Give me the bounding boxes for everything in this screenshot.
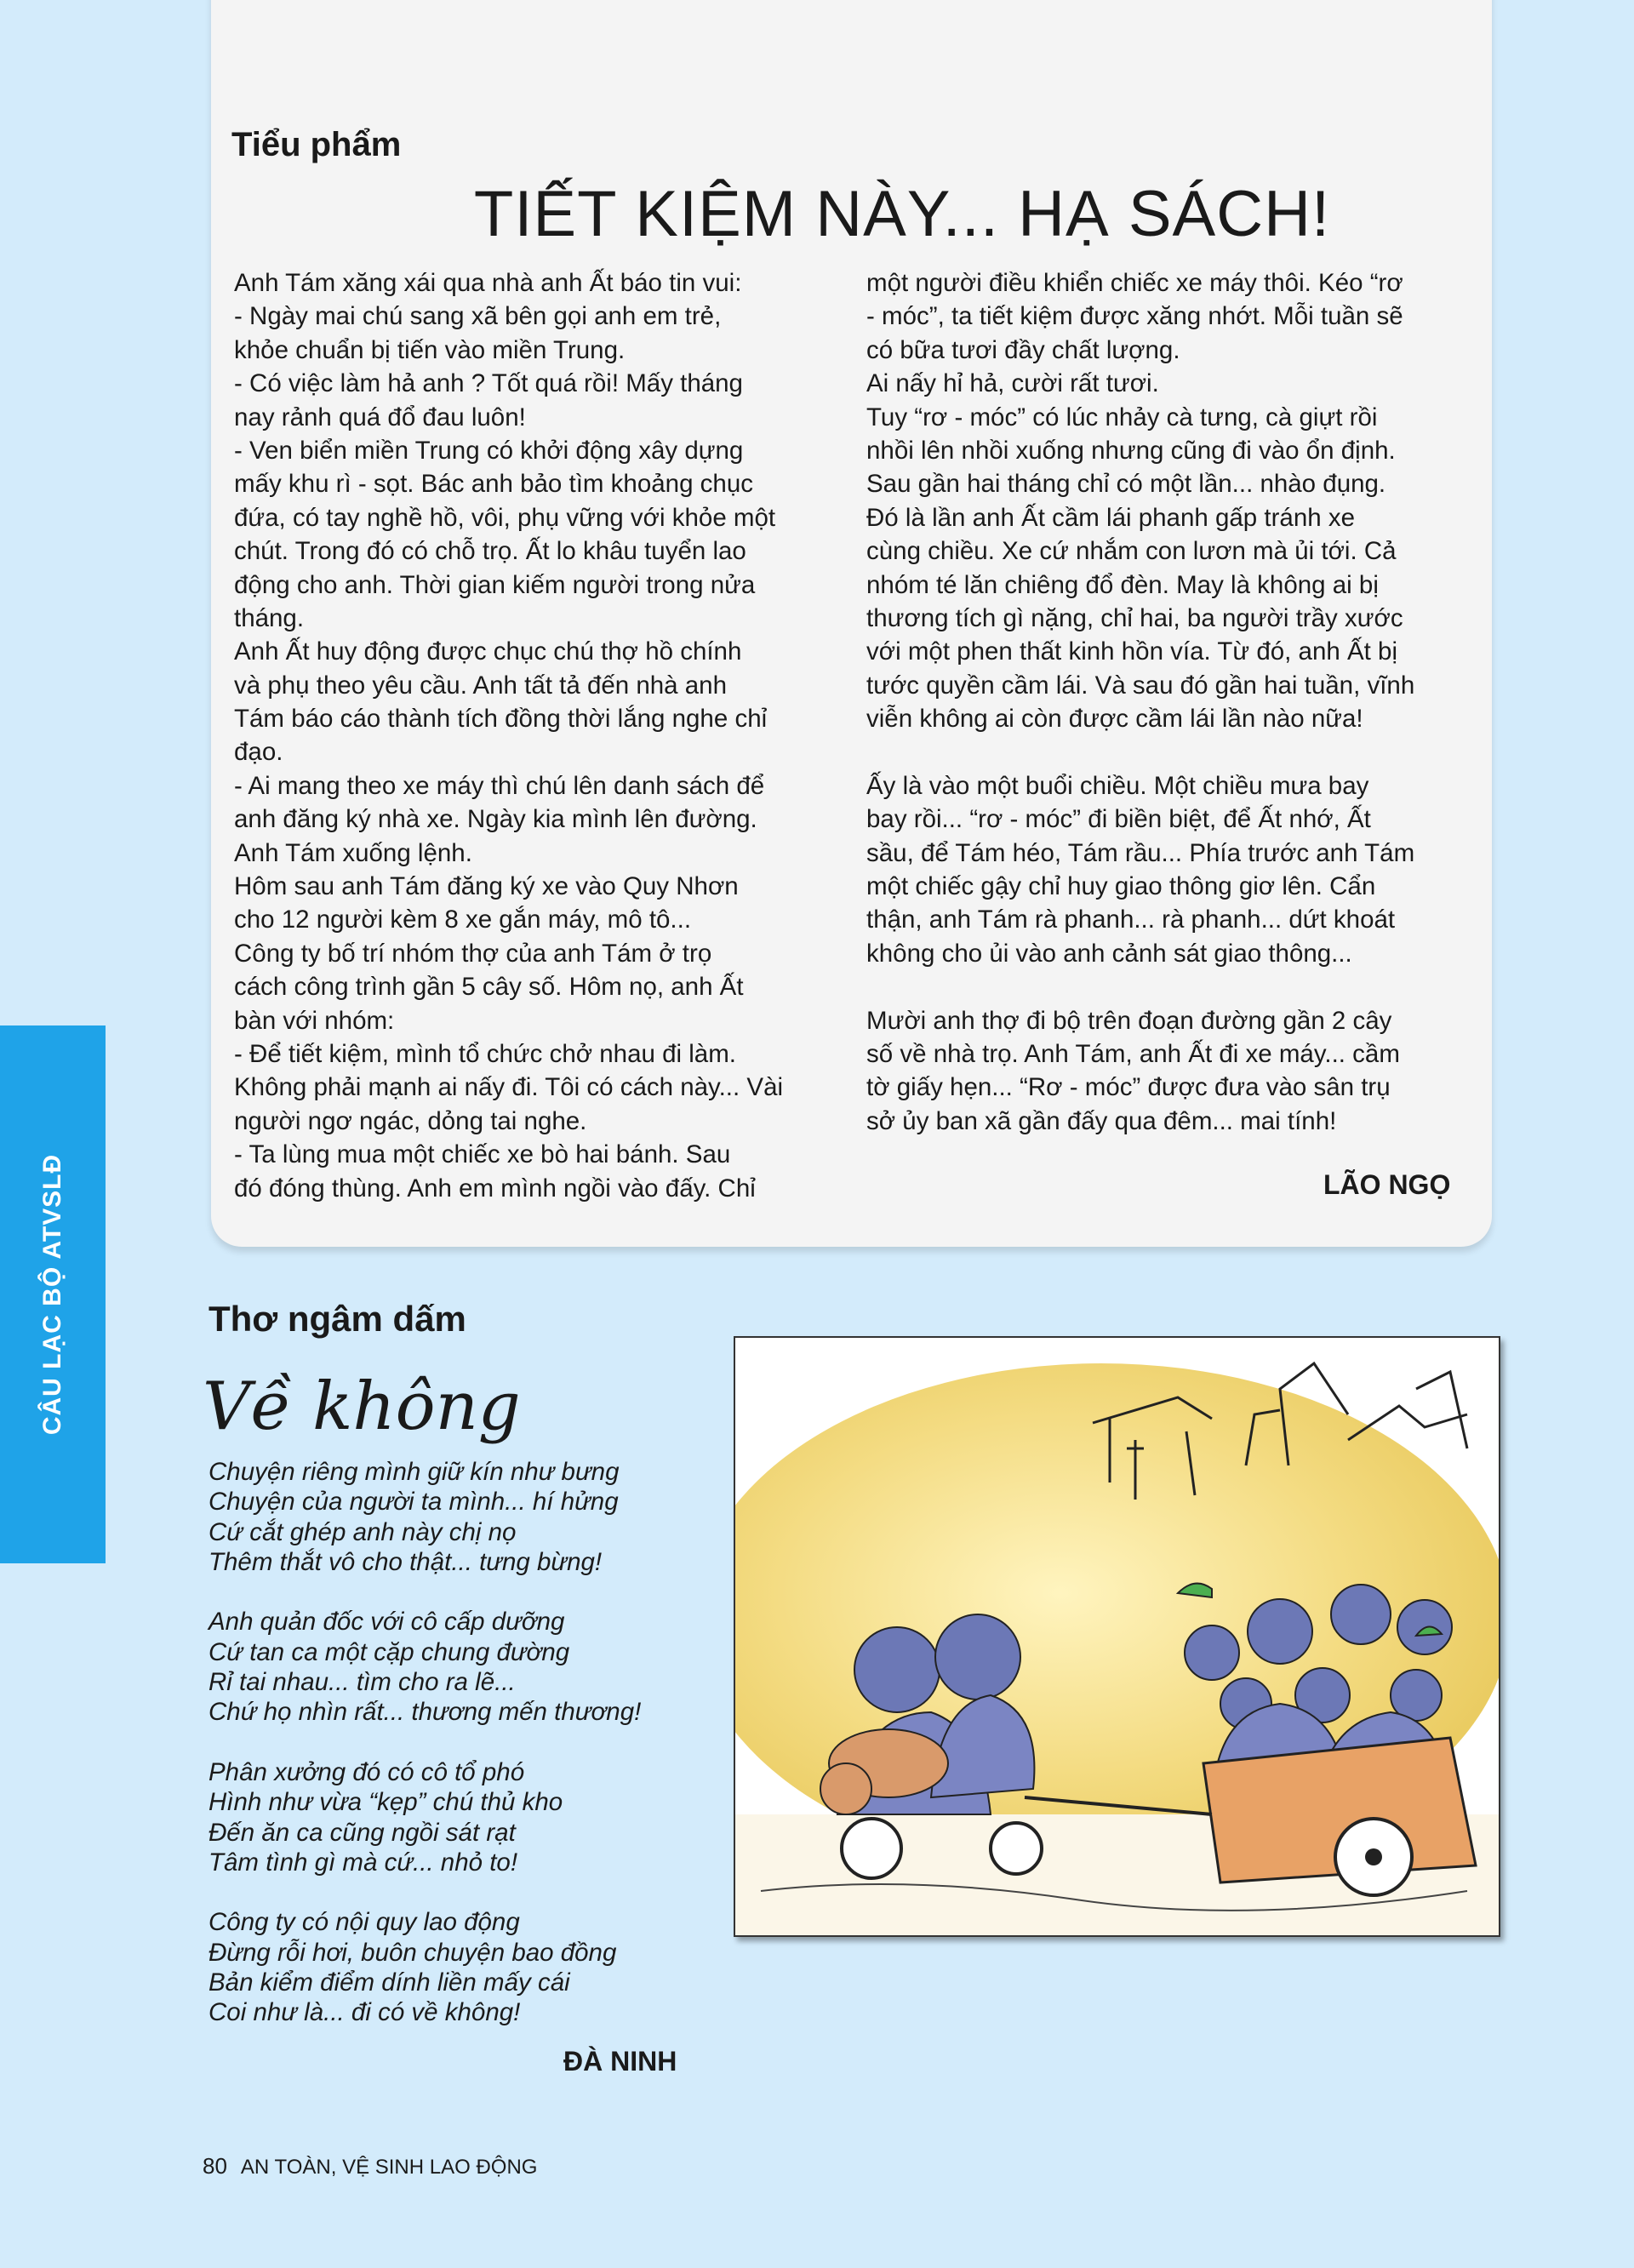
stanza-gap bbox=[209, 1728, 641, 1757]
poem-title: Về không bbox=[203, 1368, 521, 1445]
text-line: Anh Tám xăng xái qua nhà anh Ất báo tin vui: bbox=[234, 269, 742, 297]
poem-line: Coi như là... đi có về không! bbox=[209, 1998, 521, 2027]
text-line: người ngơ ngác, dỏng tai nghe. bbox=[234, 1106, 587, 1135]
text-line: đứa, có tay nghề hồ, vôi, phụ vững với khỏe một bbox=[234, 503, 776, 532]
poem-line: Tâm tình gì mà cứ... nhỏ to! bbox=[209, 1848, 518, 1877]
text-line: Ai nấy hỉ hả, cười rất tươi. bbox=[866, 369, 1159, 398]
text-line: không cho ủi vào anh cảnh sát giao thông... bbox=[866, 939, 1352, 968]
poem-line: Chứ họ nhìn rất... thương mến thương! bbox=[209, 1698, 642, 1727]
text-line: nhóm té lăn chiêng đổ đèn. May là không ai bị bbox=[866, 570, 1379, 599]
text-line: Anh Ất huy động được chục chú thợ hồ chính bbox=[234, 637, 742, 666]
text-line: sở ủy ban xã gần đấy qua đêm... mai tính! bbox=[866, 1106, 1337, 1135]
page-number: 80 bbox=[203, 2153, 227, 2179]
text-line: anh đăng ký nhà xe. Ngày kia mình lên đường. bbox=[234, 805, 757, 834]
text-line: nhồi lên nhồi xuống nhưng cũng đi vào ổn định. bbox=[866, 436, 1396, 465]
text-line: bay rồi... “rơ - móc” đi biền biệt, để Ất nhớ, Ất bbox=[866, 805, 1371, 834]
poem-line: Hình như vừa “kẹp” chú thủ kho bbox=[209, 1788, 563, 1817]
text-line: - Có việc làm hả anh ? Tốt quá rồi! Mấy tháng bbox=[234, 369, 743, 398]
text-line: Công ty bố trí nhóm thợ của anh Tám ở trọ bbox=[234, 939, 712, 968]
text-line: số về nhà trọ. Anh Tám, anh Ất đi xe máy... cầm bbox=[866, 1039, 1400, 1068]
article-byline: LÃO NGỌ bbox=[1323, 1169, 1451, 1200]
text-line: cho 12 người kèm 8 xe gắn máy, mô tô... bbox=[234, 905, 692, 934]
page-footer bbox=[203, 2153, 537, 2179]
text-line: với một phen thất kinh hồn vía. Từ đó, anh Ất bị bbox=[866, 637, 1397, 666]
poem-line: Chuyện của người ta mình... hí hửng bbox=[209, 1488, 619, 1517]
text-line: tháng. bbox=[234, 603, 305, 632]
article-column-2 bbox=[866, 266, 1414, 1138]
poem-kicker: Thơ ngâm dấm bbox=[209, 1299, 466, 1339]
poem-line: Bản kiểm điểm dính liền mấy cái bbox=[209, 1968, 570, 1997]
section-tab bbox=[0, 1025, 106, 1563]
text-line: thương tích gì nặng, chỉ hai, ba người trầy xước bbox=[866, 603, 1403, 632]
poem-line: Cứ cắt ghép anh này chị nọ bbox=[209, 1517, 517, 1546]
poem-line: Chuyện riêng mình giữ kín như bưng bbox=[209, 1458, 620, 1486]
article-title: TIẾT KIỆM NÀY... HẠ SÁCH! bbox=[473, 178, 1331, 250]
text-line: Đó là lần anh Ất cầm lái phanh gấp tránh xe bbox=[866, 503, 1355, 532]
publication-name: AN TOÀN, VỆ SINH LAO ĐỘNG bbox=[240, 2156, 538, 2179]
text-line: mấy khu rì - sọt. Bác anh bảo tìm khoảng chục bbox=[234, 470, 753, 499]
text-line: Sau gần hai tháng chỉ có một lần... nhào đụng. bbox=[866, 470, 1386, 499]
text-line: Ấy là vào một buổi chiều. Một chiều mưa bay bbox=[866, 771, 1369, 800]
text-line: tước quyền cầm lái. Và sau đó gần hai tuần, vĩnh bbox=[866, 671, 1415, 700]
text-line: đó đóng thùng. Anh em mình ngồi vào đấy. Chỉ bbox=[234, 1174, 756, 1203]
cartoon-illustration bbox=[734, 1336, 1500, 1937]
stanza-gap bbox=[209, 1877, 641, 1907]
text-line: tờ giấy hẹn... “Rơ - móc” được đưa vào sân trụ bbox=[866, 1073, 1391, 1102]
text-line: - Ai mang theo xe máy thì chú lên danh sách để bbox=[234, 771, 765, 800]
article-column-1 bbox=[234, 266, 783, 1205]
text-line: có bữa tươi đầy chất lượng. bbox=[866, 335, 1180, 364]
text-line: Anh Tám xuống lệnh. bbox=[234, 838, 472, 867]
text-line: một chiếc gậy chỉ huy giao thông giơ lên. Cẩn bbox=[866, 872, 1376, 901]
text-line: Không phải mạnh ai nấy đi. Tôi có cách này... Vài bbox=[234, 1073, 784, 1102]
cartoon-drawing bbox=[735, 1338, 1499, 1935]
text-line: Mười anh thợ đi bộ trên đoạn đường gần 2 cây bbox=[866, 1006, 1392, 1035]
text-line: và phụ theo yêu cầu. Anh tất tả đến nhà anh bbox=[234, 671, 727, 700]
text-line: - Để tiết kiệm, mình tổ chức chở nhau đi làm. bbox=[234, 1039, 736, 1068]
text-line: - Ta lùng mua một chiếc xe bò hai bánh. Sau bbox=[234, 1140, 731, 1169]
text-line: cùng chiều. Xe cứ nhắm con lươn mà ủi tới. Cả bbox=[866, 537, 1397, 566]
text-line: sầu, để Tám héo, Tám rầu... Phía trước anh Tám bbox=[866, 838, 1415, 867]
text-line: - móc”, ta tiết kiệm được xăng nhớt. Mỗi tuần sẽ bbox=[866, 302, 1403, 331]
poem-line: Phân xưởng đó có cô tổ phó bbox=[209, 1757, 525, 1786]
text-line: khỏe chuẩn bị tiến vào miền Trung. bbox=[234, 335, 626, 364]
text-line: một người điều khiển chiếc xe máy thôi. Kéo “rơ bbox=[866, 269, 1403, 297]
text-line: Tuy “rơ - móc” có lúc nhảy cà tưng, cà giựt rồi bbox=[866, 403, 1378, 431]
poem-line: Thêm thắt vô cho thật... tưng bừng! bbox=[209, 1547, 603, 1576]
article-kicker: Tiểu phẩm bbox=[231, 126, 402, 163]
text-line: cách công trình gần 5 cây số. Hôm nọ, anh Ất bbox=[234, 973, 744, 1002]
poem-line: Đừng rỗi hơi, buôn chuyện bao đồng bbox=[209, 1938, 617, 1967]
text-line: Tám báo cáo thành tích đồng thời lắng nghe chỉ bbox=[234, 705, 768, 734]
text-line: Hôm sau anh Tám đăng ký xe vào Quy Nhơn bbox=[234, 872, 739, 901]
poem-line: Đến ăn ca cũng ngồi sát rạt bbox=[209, 1818, 516, 1847]
poem-line: Cứ tan ca một cặp chung đường bbox=[209, 1637, 570, 1666]
poem-line: Anh quản đốc với cô cấp dưỡng bbox=[209, 1608, 565, 1637]
text-line: viễn không ai còn được cầm lái lần nào nữa! bbox=[866, 705, 1363, 734]
text-line: nay rảnh quá đổ đau luôn! bbox=[234, 403, 526, 431]
text-line bbox=[866, 735, 1414, 768]
text-line: - Ngày mai chú sang xã bên gọi anh em trẻ, bbox=[234, 302, 722, 331]
poem-body bbox=[209, 1457, 641, 2028]
poem-byline: ĐÀ NINH bbox=[563, 2046, 677, 2077]
poem-line: Công ty có nội quy lao động bbox=[209, 1908, 520, 1937]
text-line: bàn với nhóm: bbox=[234, 1006, 395, 1035]
text-line: chút. Trong đó có chỗ trọ. Ất lo khâu tuyển lao bbox=[234, 537, 746, 566]
poem-line: Rỉ tai nhau... tìm cho ra lẽ... bbox=[209, 1668, 516, 1697]
section-tab-label: CÂU LẠC BỘ ATVSLĐ bbox=[38, 1153, 66, 1436]
text-line bbox=[866, 970, 1414, 1003]
text-line: động cho anh. Thời gian kiếm người trong nửa bbox=[234, 570, 756, 599]
stanza-gap bbox=[209, 1577, 641, 1607]
text-line: đạo. bbox=[234, 738, 283, 767]
text-line: thận, anh Tám rà phanh... rà phanh... dứt khoát bbox=[866, 905, 1396, 934]
text-line: - Ven biển miền Trung có khởi động xây dựng bbox=[234, 436, 744, 465]
